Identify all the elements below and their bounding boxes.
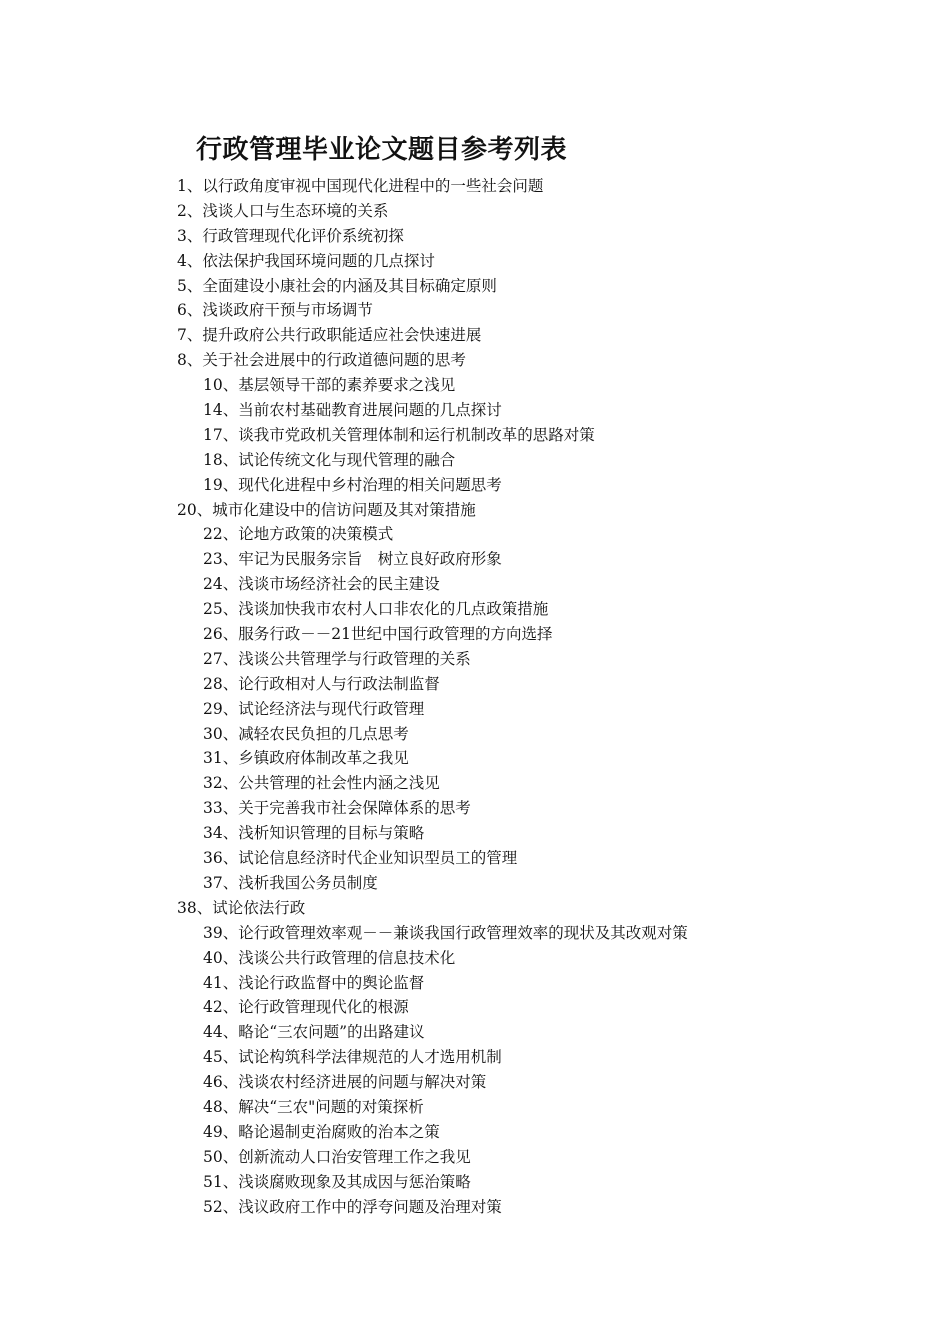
topic-item: 33、关于完善我市社会保障体系的思考 — [203, 799, 471, 818]
topic-item: 38、试论依法行政 — [177, 898, 306, 917]
topic-item: 44、略论“三农问题”的出路建议 — [203, 1023, 425, 1042]
topic-item: 30、减轻农民负担的几点思考 — [203, 724, 409, 743]
topic-item: 10、基层领导干部的素养要求之浅见 — [203, 376, 456, 395]
document-title: 行政管理毕业论文题目参考列表 — [196, 135, 568, 165]
topic-item: 7、提升政府公共行政职能适应社会快速进展 — [177, 326, 482, 345]
topic-item: 48、解决“三农"问题的对策探析 — [203, 1097, 424, 1116]
topic-list — [0, 174, 950, 1219]
topic-item: 39、论行政管理效率观－－兼谈我国行政管理效率的现状及其改观对策 — [203, 923, 688, 942]
topic-item: 6、浅谈政府干预与市场调节 — [177, 301, 373, 320]
topic-item: 36、试论信息经济时代企业知识型员工的管理 — [203, 849, 518, 868]
topic-item: 45、试论构筑科学法律规范的人才选用机制 — [203, 1048, 502, 1067]
topic-item: 31、乡镇政府体制改革之我见 — [203, 749, 409, 768]
topic-item: 32、公共管理的社会性内涵之浅见 — [203, 774, 440, 793]
topic-item: 19、现代化进程中乡村治理的相关问题思考 — [203, 475, 502, 494]
topic-item: 14、当前农村基础教育进展问题的几点探讨 — [203, 401, 502, 420]
topic-item: 25、浅谈加快我市农村人口非农化的几点政策措施 — [203, 600, 549, 619]
topic-item: 42、论行政管理现代化的根源 — [203, 998, 409, 1017]
topic-item: 34、浅析知识管理的目标与策略 — [203, 824, 425, 843]
topic-item: 17、谈我市党政机关管理体制和运行机制改革的思路对策 — [203, 425, 595, 444]
topic-item: 46、浅谈农村经济进展的问题与解决对策 — [203, 1073, 487, 1092]
topic-item: 37、浅析我国公务员制度 — [203, 873, 378, 892]
topic-item: 27、浅谈公共管理学与行政管理的关系 — [203, 649, 471, 668]
topic-item: 40、浅谈公共行政管理的信息技术化 — [203, 948, 456, 967]
topic-item: 52、浅议政府工作中的浮夸问题及治理对策 — [203, 1197, 502, 1216]
topic-item: 24、浅谈市场经济社会的民主建设 — [203, 575, 440, 594]
topic-item: 23、牢记为民服务宗旨 树立良好政府形象 — [203, 550, 502, 569]
topic-item: 29、试论经济法与现代行政管理 — [203, 699, 425, 718]
topic-item: 26、服务行政－－21世纪中国行政管理的方向选择 — [203, 625, 553, 644]
topic-item: 20、城市化建设中的信访问题及其对策措施 — [177, 500, 476, 519]
topic-item: 8、关于社会进展中的行政道德问题的思考 — [177, 351, 466, 370]
topic-item: 3、行政管理现代化评价系统初探 — [177, 226, 404, 245]
topic-item: 28、论行政相对人与行政法制监督 — [203, 674, 440, 693]
topic-item: 51、浅谈腐败现象及其成因与惩治策略 — [203, 1172, 471, 1191]
topic-item: 1、以行政角度审视中国现代化进程中的一些社会问题 — [177, 177, 544, 195]
topic-item: 50、创新流动人口治安管理工作之我见 — [203, 1147, 471, 1166]
topic-item: 41、浅论行政监督中的舆论监督 — [203, 973, 425, 992]
topic-item: 18、试论传统文化与现代管理的融合 — [203, 450, 456, 469]
topic-item: 49、略论遏制吏治腐败的治本之策 — [203, 1122, 440, 1141]
topic-item: 4、依法保护我国环境问题的几点探讨 — [177, 251, 435, 270]
topic-item: 5、全面建设小康社会的内涵及其目标确定原则 — [177, 276, 497, 295]
topic-item: 22、论地方政策的决策模式 — [203, 525, 394, 544]
topic-item: 2、浅谈人口与生态环境的关系 — [177, 201, 389, 220]
